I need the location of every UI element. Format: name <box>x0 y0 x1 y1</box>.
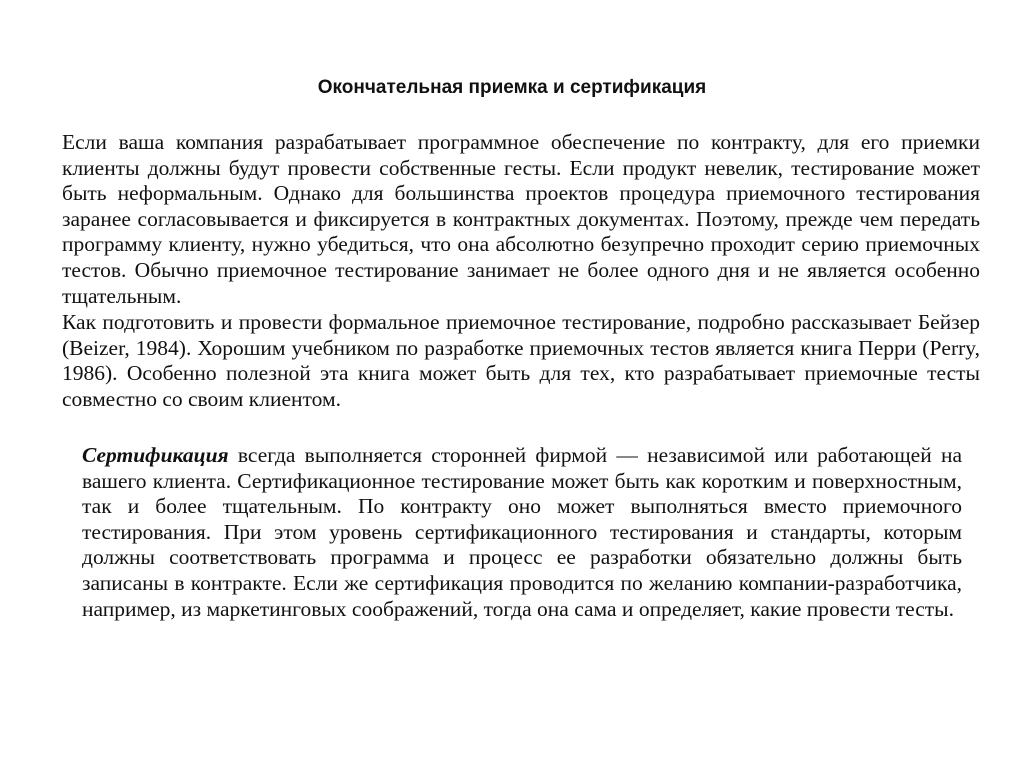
paragraph-acceptance-references: Как подготовить и провести формальное приемочное тестирование, подробно рассказывает Бейзер (Beizer, 1984). Хорошим учебником по разработке приемочных тестов является книга Перри (Perry, 1986). Особенно полезной эта книга может быть для тех, кто разрабатывает приемочные тесты совместно со своим клиентом. <box>62 310 980 411</box>
paragraph-acceptance-intro: Если ваша компания разрабатывает программное обеспечение по контракту, для его приемки клиенты должны будут провести собственные гесты. Если продукт невелик, тестирование может быть неформальным. Однако для большинства проектов процедура приемочного тестирования заранее согласовывается и фиксируется в контрактных документах. Поэтому, прежде чем передать программу клиенту, нужно убедиться, что она абсолютно безупречно проходит серию приемочных тестов. Обычно приемочное тестирование занимает не более одного дня и не является особенно тщательным. <box>62 130 980 308</box>
certification-term: Сертификация <box>82 443 229 467</box>
certification-body: всегда выполняется сторонней фирмой — независимой или работающей на вашего клиента. Сертификационное тестирование может быть как коротким и поверхностным, так и более тщательным. По контракту оно может выполняться вместо приемочного тестирования. При этом уровень сертификационного тестирования и стандарты, которым должны соответствовать программа и процесс ее разработки обязательно должны быть записаны в контракте. Если же сертификация проводится по желанию компании-разработчика, например, из маркетинговых соображений, тогда она сама и определяет, какие провести тесты. <box>82 443 962 621</box>
page-title: Окончательная приемка и сертификация <box>317 77 707 98</box>
paragraph-certification <box>82 443 962 622</box>
